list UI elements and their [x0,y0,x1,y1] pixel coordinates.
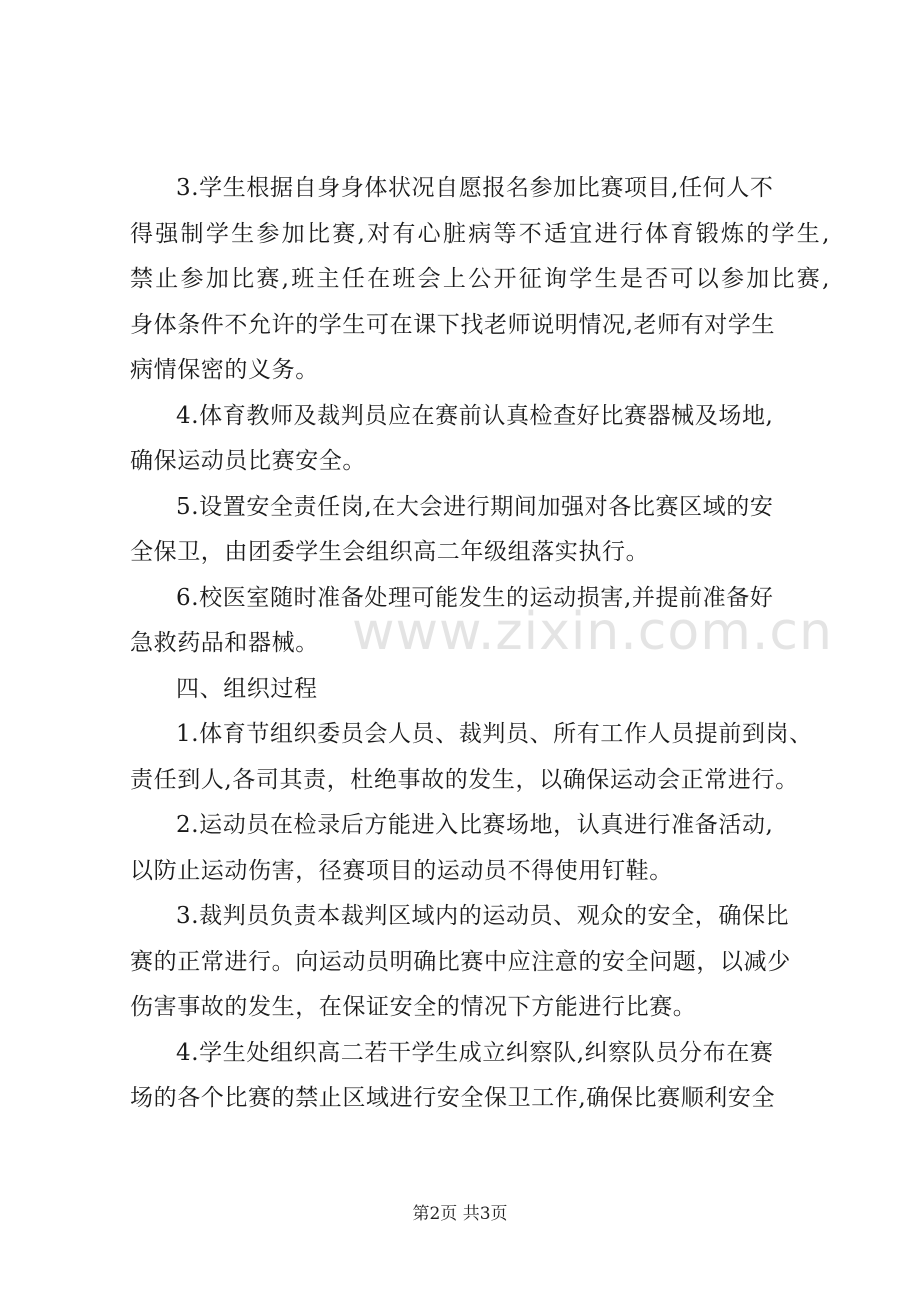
text-line: 得强制学生参加比赛,对有心脏病等不适宜进行体育锻炼的学生, [130,220,830,247]
text-line: 病情保密的义务。 [130,357,319,383]
text-line: 5.设置安全责任岗,在大会进行期间加强对各比赛区域的安 [176,493,774,520]
text-line: 6.校医室随时准备处理可能发生的运动损害,并提前准备好 [176,584,774,611]
text-line: 确保运动员比赛安全。 [130,448,366,474]
page-footer: 第2页 共3页 [412,1204,508,1224]
text-line: 禁止参加比赛,班主任在班会上公开征询学生是否可以参加比赛, [130,266,830,292]
text-line: 4.体育教师及裁判员应在赛前认真检查好比赛器械及场地, [176,402,774,429]
text-line: 以防止运动伤害，径赛项目的运动员不得使用钉鞋。 [130,857,673,884]
text-line: 急救药品和器械。 [130,630,319,656]
watermark: www.zixin.com.cn [352,602,833,662]
text-line: 3.裁判员负责本裁判区域内的运动员、观众的安全，确保比 [176,903,790,929]
text-line: 责任到人,各司其责，杜绝事故的发生，以确保运动会正常进行。 [130,766,799,793]
text-line: 3.学生根据自身身体状况自愿报名参加比赛项目,任何人不 [176,175,774,201]
text-line: 赛的正常进行。向运动员明确比赛中应注意的安全问题，以减少 [130,948,791,975]
section-heading: 四、组织过程 [176,675,318,702]
text-line: 全保卫，由团委学生会组织高二年级组落实执行。 [130,539,650,565]
text-line: 2.运动员在检录后方能进入比赛场地，认真进行准备活动, [176,812,774,838]
text-line: 身体条件不允许的学生可在课下找老师说明情况,老师有对学生 [130,311,776,338]
text-line: 场的各个比赛的禁止区域进行安全保卫工作,确保比赛顺利安全 [130,1085,776,1111]
text-line: 4.学生处组织高二若干学生成立纠察队,纠察队员分布在赛 [176,1039,774,1066]
text-line: 1.体育节组织委员会人员、裁判员、所有工作人员提前到岗、 [176,721,813,747]
text-line: 伤害事故的发生，在保证安全的情况下方能进行比赛。 [130,994,697,1020]
